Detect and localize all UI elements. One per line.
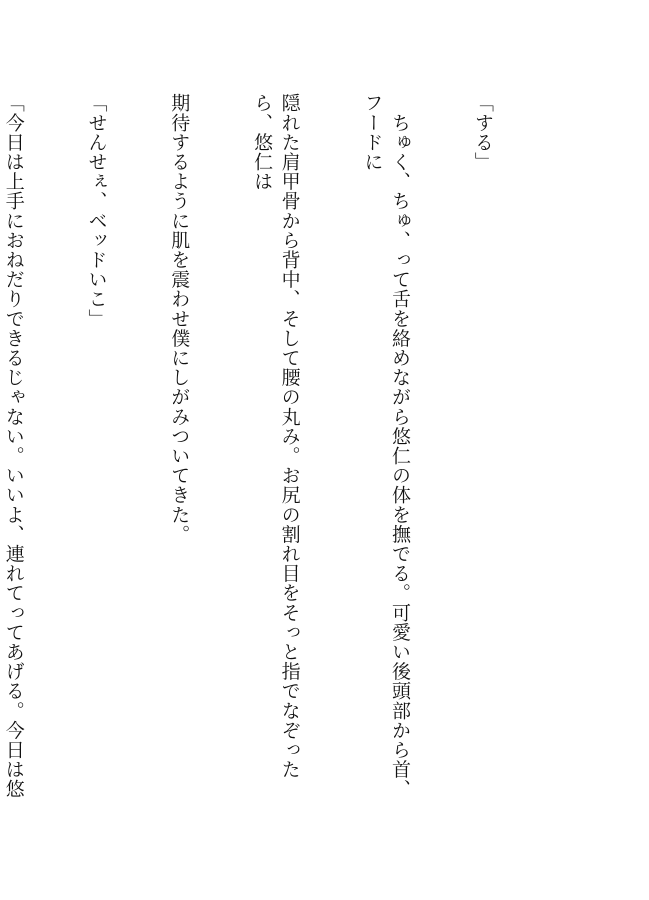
text-line: ちゅく、ちゅ、って舌を絡めながら悠仁の体を撫でる。可愛い後頭部から首、フードに (361, 93, 412, 799)
text-line: 隠れた肩甲骨から背中、そして腰の丸み。お尻の割れ目をそっと指でなぞったら、悠仁は (251, 93, 301, 779)
text-line: 「今日は上手におねだりできるじゃない。いいよ、連れてってあげる。今日は悠 (2, 93, 25, 799)
text-line: 「する」 (471, 93, 494, 172)
text-line: 期待するように肌を震わせ僕にしがみついてきた。 (168, 93, 191, 544)
text-line: 「せんせぇ、ベッドいこ」 (85, 93, 108, 329)
vertical-text-body (0, 93, 551, 813)
